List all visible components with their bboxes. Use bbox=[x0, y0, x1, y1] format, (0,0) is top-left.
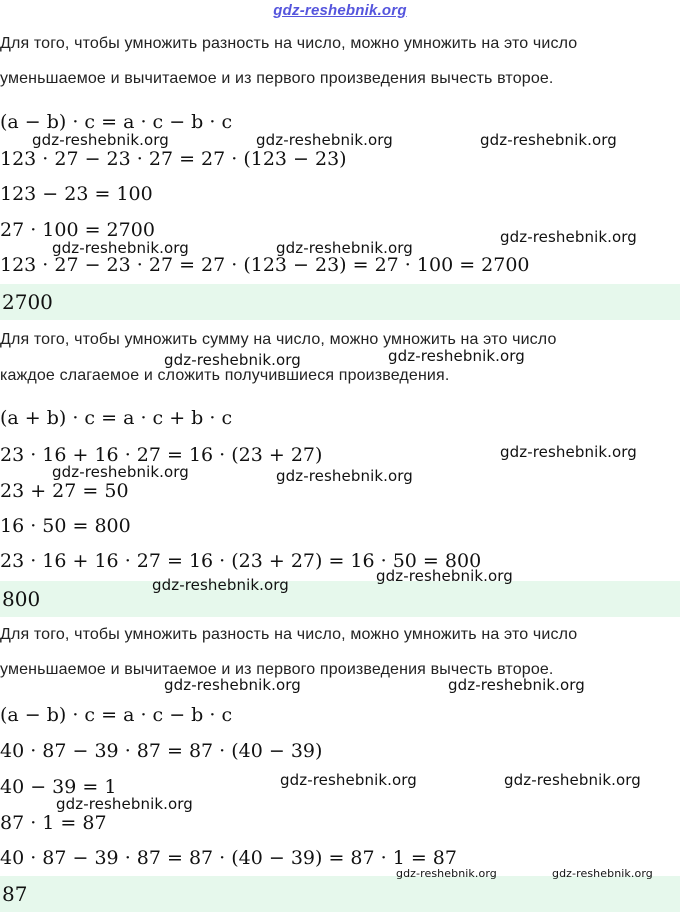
answer-band-3 bbox=[0, 876, 680, 912]
answer-3: 87 bbox=[2, 882, 28, 906]
site-header-link[interactable]: gdz-reshebnik.org bbox=[273, 2, 407, 19]
watermark: gdz-reshebnik.org bbox=[52, 463, 189, 481]
watermark: gdz-reshebnik.org bbox=[164, 351, 301, 369]
answer-2: 800 bbox=[2, 587, 41, 611]
watermark: gdz-reshebnik.org bbox=[276, 467, 413, 485]
watermark: gdz-reshebnik.org bbox=[504, 771, 641, 789]
step-3-3: 87 · 1 = 87 bbox=[0, 812, 107, 834]
watermark: gdz-reshebnik.org bbox=[256, 131, 393, 149]
step-1-3: 27 · 100 = 2700 bbox=[0, 219, 155, 241]
watermark: gdz-reshebnik.org bbox=[552, 867, 653, 880]
step-1-4: 123 · 27 − 23 · 27 = 27 · (123 − 23) = 27 · 100 = 2700 bbox=[0, 254, 530, 276]
formula-2: (a + b) · c = a · c + b · c bbox=[0, 407, 233, 429]
watermark: gdz-reshebnik.org bbox=[388, 347, 525, 365]
answer-band-2 bbox=[0, 581, 680, 617]
watermark: gdz-reshebnik.org bbox=[32, 131, 169, 149]
watermark: gdz-reshebnik.org bbox=[276, 239, 413, 257]
step-3-4: 40 · 87 − 39 · 87 = 87 · (40 − 39) = 87 · 1 = 87 bbox=[0, 847, 457, 869]
watermark: gdz-reshebnik.org bbox=[480, 131, 617, 149]
watermark: gdz-reshebnik.org bbox=[376, 567, 513, 585]
rule-text-3b: уменьшаемое и вычитаемое и из первого произведения вычесть второе. bbox=[0, 661, 554, 678]
step-1-1: 123 · 27 − 23 · 27 = 27 · (123 − 23) bbox=[0, 148, 347, 170]
rule-text-2b: каждое слагаемое и сложить получившиеся произведения. bbox=[0, 367, 450, 384]
rule-text-3a: Для того, чтобы умножить разность на число, можно умножить на это число bbox=[0, 626, 578, 643]
step-2-2: 23 + 27 = 50 bbox=[0, 480, 129, 502]
step-2-3: 16 · 50 = 800 bbox=[0, 515, 131, 537]
rule-text-2a: Для того, чтобы умножить сумму на число, можно умножить на это число bbox=[0, 331, 557, 348]
watermark: gdz-reshebnik.org bbox=[164, 676, 301, 694]
rule-text-1b: уменьшаемое и вычитаемое и из первого произведения вычесть второе. bbox=[0, 70, 554, 87]
watermark: gdz-reshebnik.org bbox=[152, 576, 289, 594]
watermark: gdz-reshebnik.org bbox=[280, 771, 417, 789]
watermark: gdz-reshebnik.org bbox=[500, 443, 637, 461]
watermark: gdz-reshebnik.org bbox=[52, 239, 189, 257]
rule-text-1a: Для того, чтобы умножить разность на число, можно умножить на это число bbox=[0, 35, 578, 52]
answer-band-1 bbox=[0, 284, 680, 320]
watermark: gdz-reshebnik.org bbox=[396, 867, 497, 880]
step-2-4: 23 · 16 + 16 · 27 = 16 · (23 + 27) = 16 · 50 = 800 bbox=[0, 550, 482, 572]
watermark: gdz-reshebnik.org bbox=[448, 676, 585, 694]
watermark: gdz-reshebnik.org bbox=[56, 795, 193, 813]
formula-1: (a − b) · c = a · c − b · c bbox=[0, 111, 233, 133]
formula-3: (a − b) · c = a · c − b · c bbox=[0, 704, 233, 726]
watermark: gdz-reshebnik.org bbox=[500, 228, 637, 246]
step-2-1: 23 · 16 + 16 · 27 = 16 · (23 + 27) bbox=[0, 444, 323, 466]
step-1-2: 123 − 23 = 100 bbox=[0, 183, 153, 205]
step-3-2: 40 − 39 = 1 bbox=[0, 776, 117, 798]
step-3-1: 40 · 87 − 39 · 87 = 87 · (40 − 39) bbox=[0, 740, 323, 762]
answer-1: 2700 bbox=[2, 290, 53, 314]
